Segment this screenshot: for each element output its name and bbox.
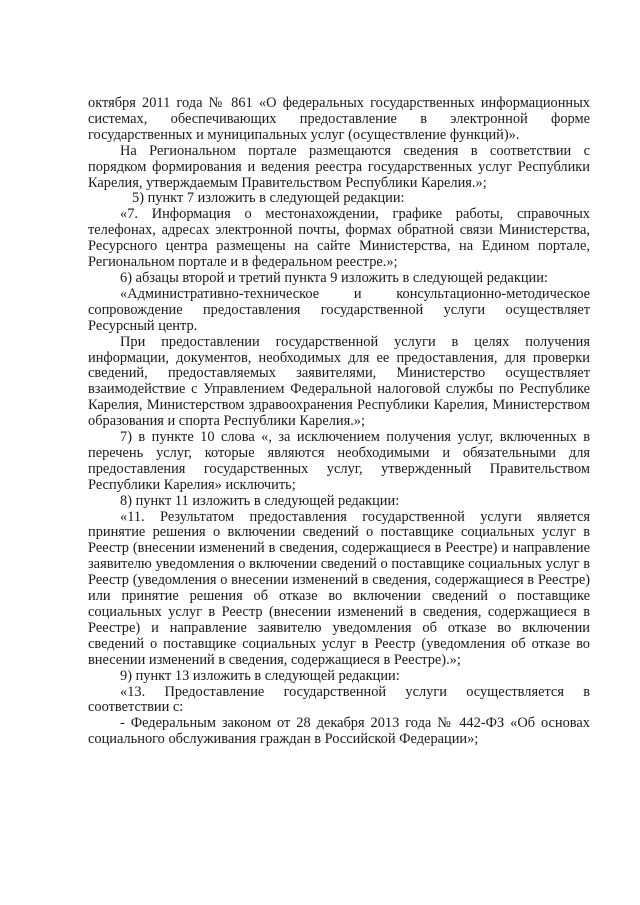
- paragraph-12: «13. Предоставление государственной услуги осуществляется в соответствии с:: [88, 683, 590, 716]
- paragraph-1: октября 2011 года № 861 «О федеральных государственных информационных системах, обеспечивающих предоставление в электронной форме государственных и муниципальных услуг (осуществление функций)».: [88, 95, 590, 143]
- paragraph-7: При предоставлении государственной услуги в целях получения информации, документов, необходимых для ее предоставления, для проверки сведений, предоставляемых заявителями, Министерство осуществляет взаимодействие с Управлением Федеральной налоговой службы по Республике Карелия, Министерством здравоохранения Республики Карелия, Министерством образования и спорта Республики Карелия.»;: [88, 333, 590, 430]
- paragraph-9: 8) пункт 11 изложить в следующей редакции:: [120, 492, 400, 509]
- paragraph-2: На Региональном портале размещаются сведения в соответствии с порядком формирования и ведения реестра государственных услуг Республики Карелия, утверждаемым Правительством Республики Карелия.»;: [88, 142, 590, 191]
- paragraph-3: 5) пункт 7 изложить в следующей редакции:: [132, 190, 405, 207]
- paragraph-10: «11. Результатом предоставления государственной услуги является принятие решения о включении сведений о поставщике социальных услуг в Реестр (внесении изменений в сведения, содержащиеся в Реестре) и направление заявителю уведомления о включении сведений о поставщике социальных услуг в Реестр (уведомления о внесении изменений в сведения, содержащиеся в Реестре) или принятие решения об отказе во включении сведений о поставщике социальных услуг в Реестр (внесении изменений в сведения, содержащиеся в Реестре) и направление заявителю уведомления об отказе во включении сведений о поставщике социальных услуг в Реестр (уведомления об отказе во внесении изменений в сведения, содержащиеся в Реестре).»;: [88, 508, 590, 668]
- paragraph-5: 6) абзацы второй и третий пункта 9 изложить в следующей редакции:: [120, 269, 548, 286]
- paragraph-6: «Административно-техническое и консультационно-методическое сопровождение предоставления государственной услуги осуществляет Ресурсный центр.: [88, 285, 590, 334]
- paragraph-8: 7) в пункте 10 слова «, за исключением получения услуг, включенных в перечень услуг, которые являются необходимыми и обязательными для предоставления государственных услуг, утвержденный Правительством Республики Карелия» исключить;: [88, 429, 590, 493]
- paragraph-11: 9) пункт 13 изложить в следующей редакции:: [120, 667, 400, 684]
- paragraph-13: - Федеральным законом от 28 декабря 2013 года № 442-ФЗ «Об основах социального обслуживания граждан в Российской Федерации»;: [88, 715, 590, 748]
- paragraph-4: «7. Информация о местонахождении, графике работы, справочных телефонах, адресах электронной почты, формах обратной связи Министерства, Ресурсного центра размещены на сайте Министерства, на Едином портале, Региональном портале и в федеральном реестре.»;: [88, 206, 590, 271]
